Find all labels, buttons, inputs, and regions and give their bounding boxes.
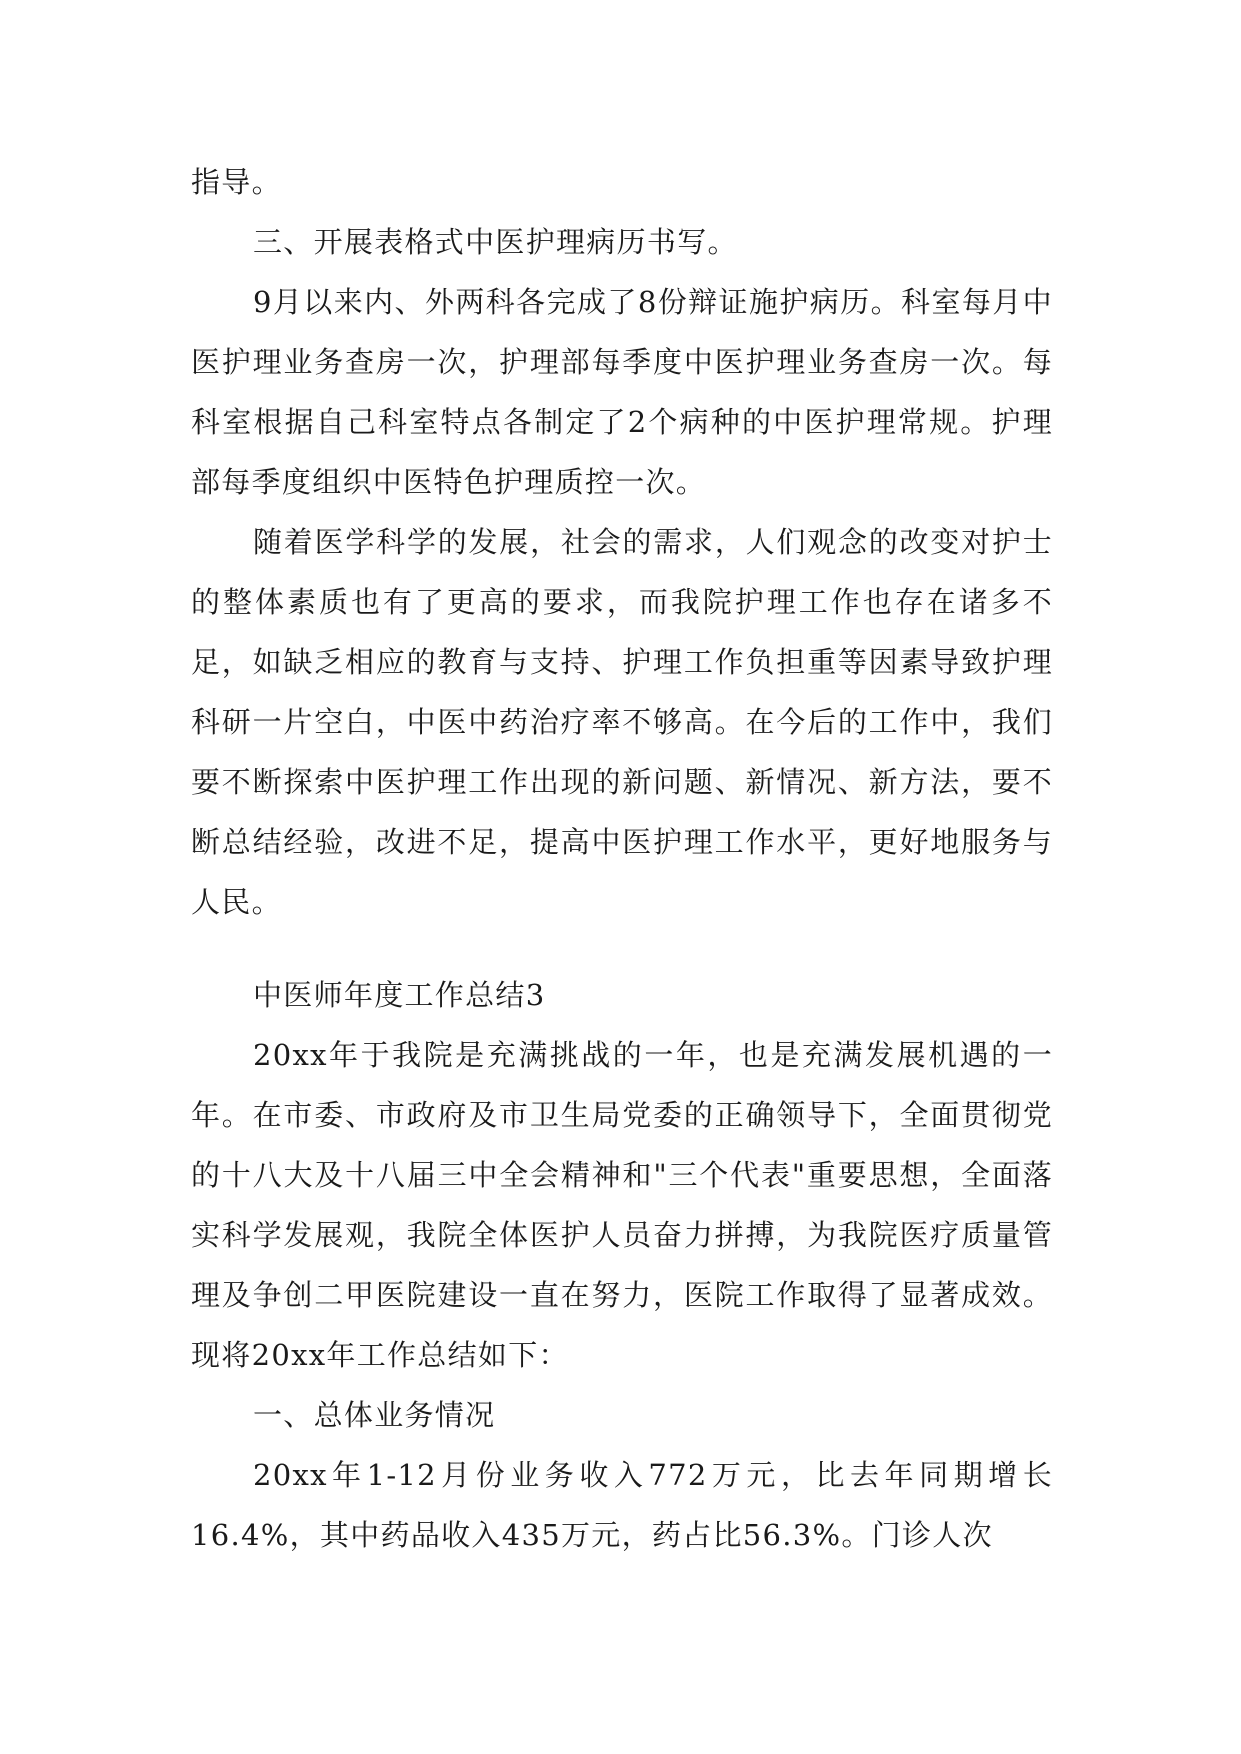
paragraph-intro: 20xx年于我院是充满挑战的一年，也是充满发展机遇的一年。在市委、市政府及市卫生局党委的正确领导下，全面贯彻党的十八大及十八届三中全会精神和"三个代表"重要思想，全面落实科学发展观，我院全体医护人员奋力拼搏，为我院医疗质量管理及争创二甲医院建设一直在努力，医院工作取得了显著成效。现将20xx年工作总结如下： [191, 1038, 1053, 1372]
section-annual-summary-3 [191, 965, 1053, 1565]
subheading-business-overview: 一、总体业务情况 [253, 1398, 496, 1432]
paragraph-records-work: 9月以来内、外两科各完成了8份辩证施护病历。科室每月中医护理业务查房一次，护理部每季度中医护理业务查房一次。每科室根据自己科室特点各制定了2个病种的中医护理常规。护理部每季度组织中医特色护理质控一次。 [191, 285, 1053, 499]
paragraph-continuation: 指导。 [191, 165, 282, 199]
paragraph-shortcomings: 随着医学科学的发展，社会的需求，人们观念的改变对护士的整体素质也有了更高的要求，而我院护理工作也存在诸多不足，如缺乏相应的教育与支持、护理工作负担重等因素导致护理科研一片空白，中医中药治疗率不够高。在今后的工作中，我们要不断探索中医护理工作出现的新问题、新情况、新方法，要不断总结经验，改进不足，提高中医护理工作水平，更好地服务与人民。 [191, 525, 1053, 919]
section-title: 中医师年度工作总结3 [253, 978, 546, 1012]
paragraph-business-figures: 20xx年1-12月份业务收入772万元，比去年同期增长16.4%，其中药品收入435万元，药占比56.3%。门诊人次 [191, 1458, 1053, 1552]
section-nursing-summary [191, 152, 1053, 932]
subheading-medical-records: 三、开展表格式中医护理病历书写。 [253, 225, 738, 259]
